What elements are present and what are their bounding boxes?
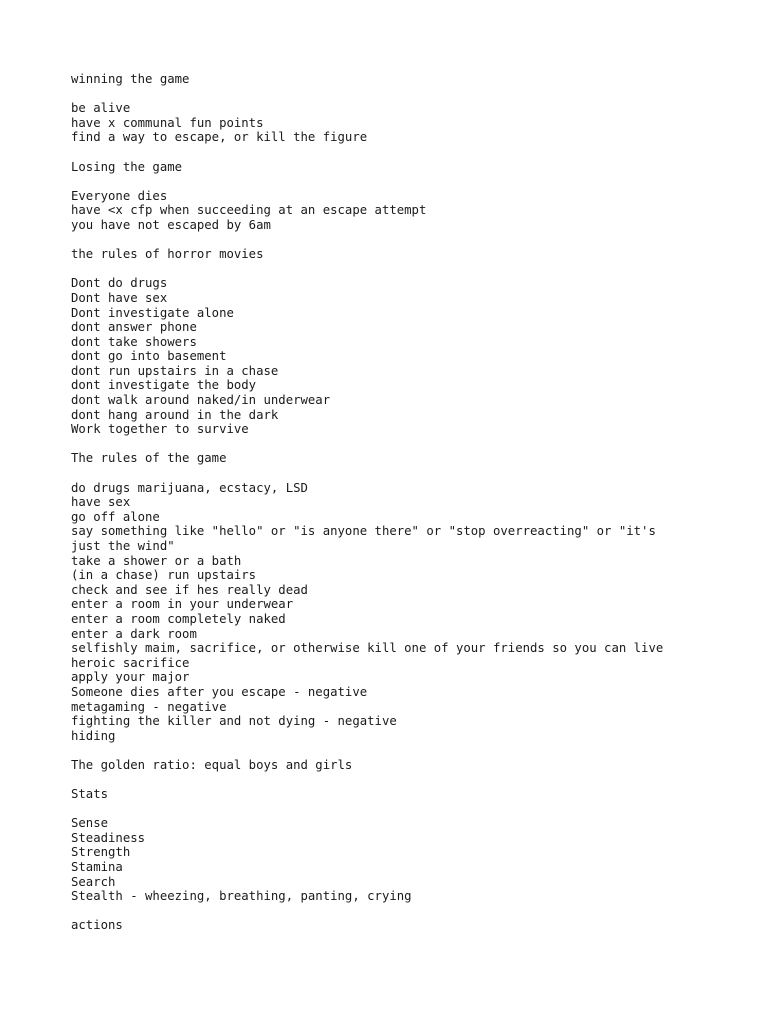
text-line: The golden ratio: equal boys and girls (71, 757, 353, 772)
text-line: enter a room in your underwear (71, 597, 294, 612)
text-line: enter a dark room (71, 626, 197, 641)
text-line: Work together to survive (71, 422, 249, 437)
text-line: be alive (71, 101, 131, 116)
text-line: Stealth - wheezing, breathing, panting, crying (71, 889, 412, 904)
text-line: go off alone (71, 509, 160, 524)
text-line: find a way to escape, or kill the figure (71, 130, 368, 145)
text-line: enter a room completely naked (71, 611, 286, 626)
text-line: heroic sacrifice (71, 655, 190, 670)
text-line: Dont investigate alone (71, 305, 234, 320)
blank-line (71, 437, 761, 452)
text-line: The rules of the game (71, 451, 227, 466)
text-line: do drugs marijuana, ecstacy, LSD (71, 480, 308, 495)
blank-line (71, 174, 761, 189)
blank-line (71, 145, 761, 160)
text-line: Stats (71, 787, 109, 802)
text-line: metagaming - negative (71, 699, 227, 714)
text-line: (in a chase) run upstairs (71, 568, 257, 583)
text-line: Search (71, 874, 116, 889)
text-line: actions (71, 918, 123, 933)
text-line: hiding (71, 728, 116, 743)
blank-line (71, 904, 761, 919)
text-line: take a shower or a bath (71, 553, 242, 568)
text-line: say something like "hello" or "is anyone there" or "stop overreacting" or "it's (71, 524, 656, 539)
text-line: dont investigate the body (71, 378, 257, 393)
text-line: have x communal fun points (71, 115, 264, 130)
blank-line (71, 802, 761, 817)
document-body (71, 72, 761, 933)
blank-line (71, 466, 761, 481)
text-line: dont go into basement (71, 349, 227, 364)
text-line: check and see if hes really dead (71, 582, 308, 597)
blank-line (71, 773, 761, 788)
text-line: Everyone dies (71, 188, 168, 203)
text-line: dont answer phone (71, 320, 197, 335)
text-line: Someone dies after you escape - negative (71, 684, 368, 699)
text-line: Losing the game (71, 159, 183, 174)
text-line: you have not escaped by 6am (71, 217, 271, 232)
text-line: Dont have sex (71, 290, 168, 305)
text-line: dont walk around naked/in underwear (71, 393, 331, 408)
text-line: have <x cfp when succeeding at an escape attempt (71, 203, 427, 218)
text-line: Sense (71, 816, 109, 831)
text-line: Dont do drugs (71, 276, 168, 291)
blank-line (71, 87, 761, 102)
text-line: selfishly maim, sacrifice, or otherwise kill one of your friends so you can live (71, 641, 664, 656)
text-line: apply your major (71, 670, 190, 685)
text-line: dont run upstairs in a chase (71, 363, 279, 378)
text-line: Stamina (71, 860, 123, 875)
text-line: dont take showers (71, 334, 197, 349)
text-line: Strength (71, 845, 131, 860)
text-line: winning the game (71, 72, 190, 86)
text-line: fighting the killer and not dying - negative (71, 714, 397, 729)
text-line: Steadiness (71, 830, 146, 845)
text-line: the rules of horror movies (71, 247, 264, 262)
text-line: have sex (71, 495, 131, 510)
blank-line (71, 233, 761, 248)
text-line: dont hang around in the dark (71, 407, 279, 422)
blank-line (71, 743, 761, 758)
text-line: just the wind" (71, 539, 175, 553)
blank-line (71, 262, 761, 277)
